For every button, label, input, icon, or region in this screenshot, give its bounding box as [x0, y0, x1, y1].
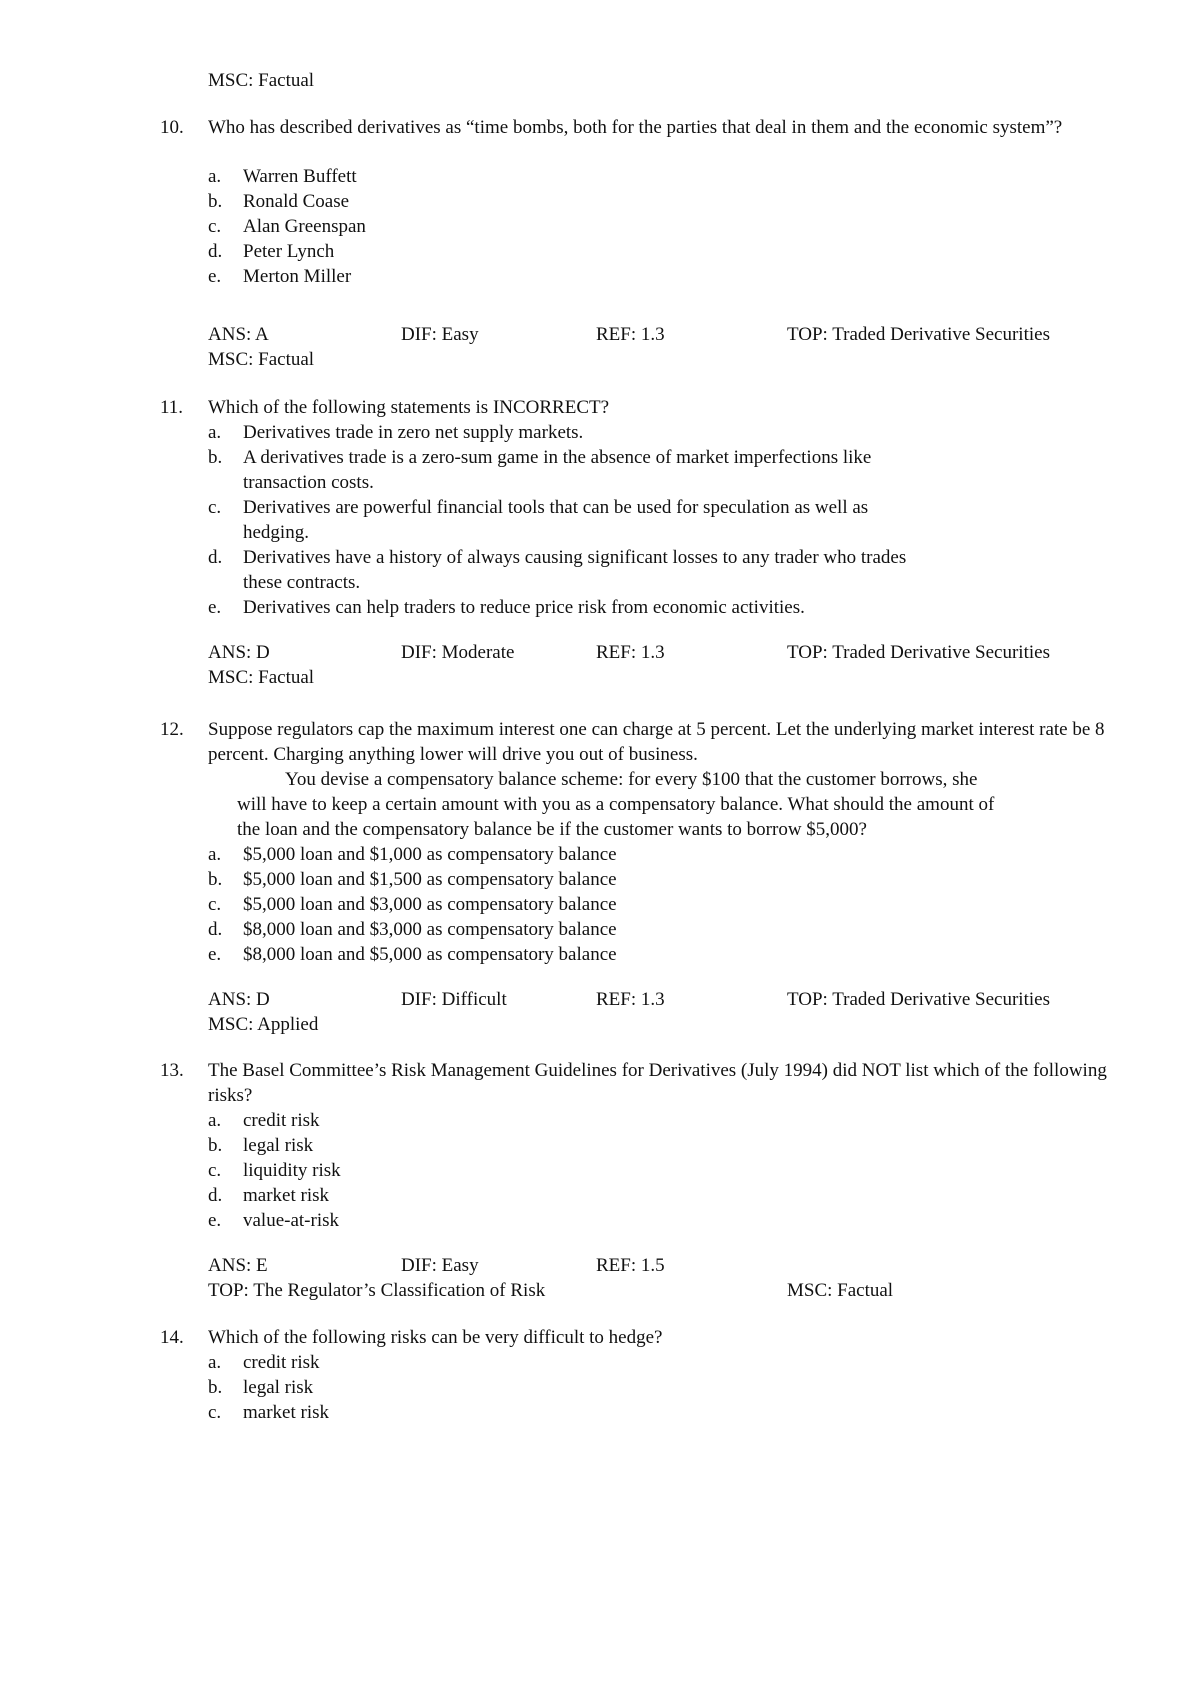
msc-label: MSC: Factual [208, 349, 315, 370]
dif-label: DIF: Easy [401, 324, 479, 345]
option-c: c. market risk [208, 1402, 330, 1423]
option-a: a. credit risk [208, 1352, 320, 1373]
msc-label: MSC: Factual [208, 667, 315, 688]
question-number: 10. [160, 117, 184, 138]
question-text: Which of the following risks can be very difficult to hedge? [208, 1327, 663, 1348]
question-text-paragraph-2-line-1: You devise a compensatory balance scheme: for every $100 that the customer borrows, she [285, 769, 978, 790]
question-number: 12. [160, 719, 184, 740]
question-text-paragraph-2-line-3: the loan and the compensatory balance be if the customer wants to borrow $5,000? [237, 819, 867, 840]
option-a: a. $5,000 loan and $1,000 as compensatory balance [208, 844, 617, 865]
option-b: b. Ronald Coase [208, 191, 350, 212]
option-a: a. credit risk [208, 1110, 320, 1131]
question-text-paragraph-2-line-2: will have to keep a certain amount with you as a compensatory balance. What should the amount of [237, 794, 995, 815]
question-number: 11. [160, 397, 184, 418]
question-text: Who has described derivatives as “time bombs, both for the parties that deal in them and the economic system”? [208, 117, 1063, 138]
option-b: b. $5,000 loan and $1,500 as compensatory balance [208, 869, 617, 890]
msc-label: MSC: Applied [208, 1014, 319, 1035]
option-e: e. Derivatives can help traders to reduce price risk from economic activities. [208, 597, 805, 618]
top-label: TOP: Traded Derivative Securities [787, 989, 1050, 1010]
option-c: c. liquidity risk [208, 1160, 341, 1181]
option-b: b. legal risk [208, 1377, 314, 1398]
msc-label: MSC: Factual [208, 70, 315, 91]
question-number: 14. [160, 1327, 184, 1348]
option-c: c. Derivatives are powerful financial tools that can be used for speculation as well as [208, 497, 869, 518]
option-d: d. Derivatives have a history of always causing significant losses to any trader who trades [208, 547, 907, 568]
dif-label: DIF: Easy [401, 1255, 479, 1276]
question-text: The Basel Committee’s Risk Management Guidelines for Derivatives (July 1994) did NOT list which of the following risks? [208, 1060, 1107, 1106]
option-e: e. $8,000 loan and $5,000 as compensatory balance [208, 944, 617, 965]
ans-label: ANS: E [208, 1255, 268, 1276]
ref-label: REF: 1.3 [596, 989, 665, 1010]
ans-label: ANS: A [208, 324, 269, 345]
ref-label: REF: 1.5 [596, 1255, 665, 1276]
option-b: b. legal risk [208, 1135, 314, 1156]
option-d: d. $8,000 loan and $3,000 as compensatory balance [208, 919, 617, 940]
ans-label: ANS: D [208, 989, 270, 1010]
question-text: Suppose regulators cap the maximum interest one can charge at 5 percent. Let the underlying market interest rate be 8 percent. Charging anything lower will drive you out of business. [208, 719, 1105, 765]
option-c-continued: hedging. [243, 522, 309, 543]
top-label: TOP: Traded Derivative Securities [787, 324, 1050, 345]
ref-label: REF: 1.3 [596, 642, 665, 663]
option-d-continued: these contracts. [243, 572, 361, 593]
msc-label: MSC: Factual [787, 1280, 894, 1301]
option-c: c. Alan Greenspan [208, 216, 366, 237]
option-c: c. $5,000 loan and $3,000 as compensatory balance [208, 894, 617, 915]
option-b: b. A derivatives trade is a zero-sum game in the absence of market imperfections like [208, 447, 872, 468]
ref-label: REF: 1.3 [596, 324, 665, 345]
ans-label: ANS: D [208, 642, 270, 663]
question-text: Which of the following statements is INCORRECT? [208, 397, 610, 418]
option-a: a. Derivatives trade in zero net supply markets. [208, 422, 584, 443]
option-a: a. Warren Buffett [208, 166, 357, 187]
dif-label: DIF: Moderate [401, 642, 515, 663]
top-label: TOP: Traded Derivative Securities [787, 642, 1050, 663]
option-b-continued: transaction costs. [243, 472, 374, 493]
option-e: e. value-at-risk [208, 1210, 340, 1231]
option-d: d. market risk [208, 1185, 330, 1206]
option-e: e. Merton Miller [208, 266, 352, 287]
question-number: 13. [160, 1060, 184, 1081]
option-d: d. Peter Lynch [208, 241, 335, 262]
dif-label: DIF: Difficult [401, 989, 507, 1010]
top-label: TOP: The Regulator’s Classification of Risk [208, 1280, 546, 1301]
